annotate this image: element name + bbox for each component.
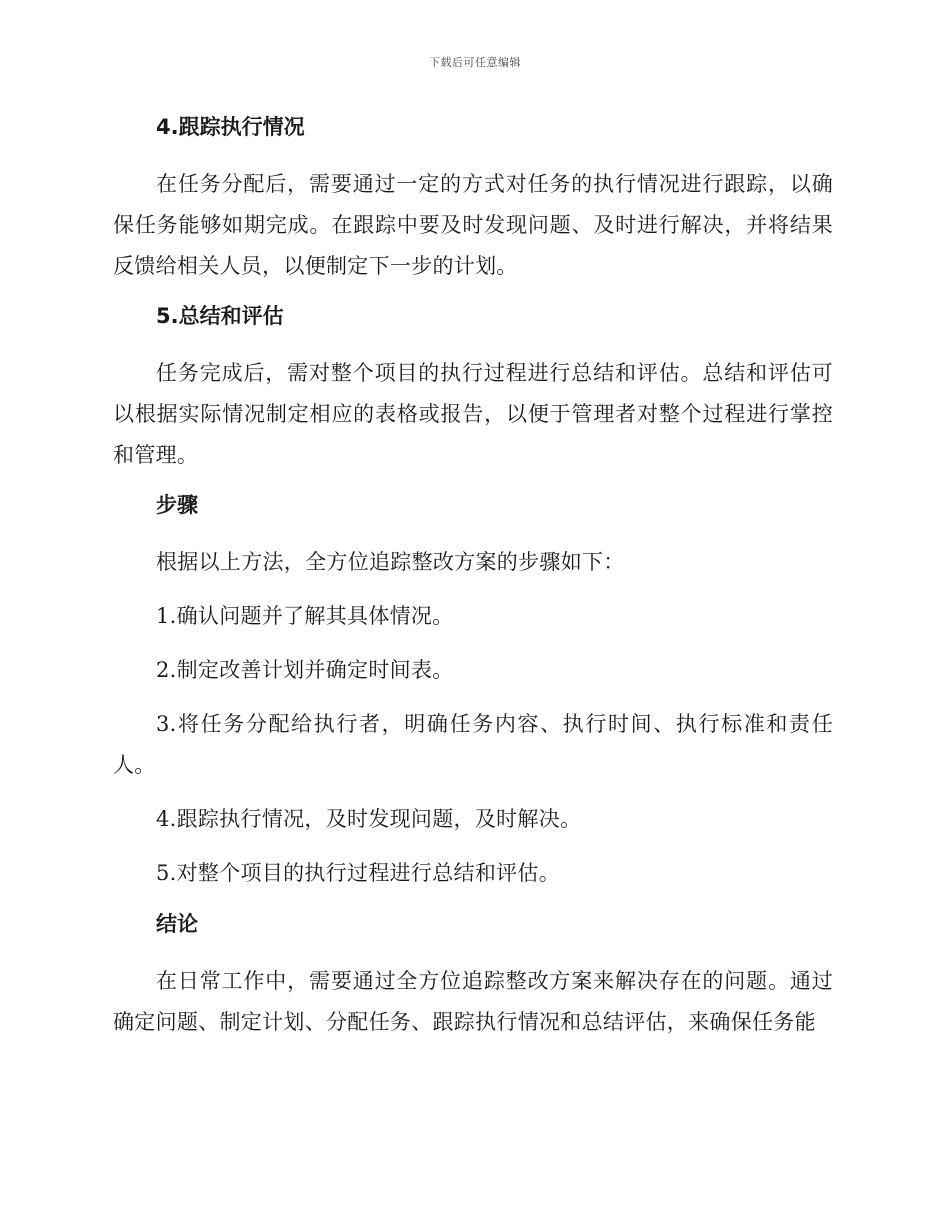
section-heading-steps: 步骤 [156, 493, 198, 517]
step-item-3: 3.将任务分配给执行者，明确任务内容、执行时间、执行标准和责任人。 [113, 712, 833, 777]
section-heading-tracking: 4.跟踪执行情况 [156, 115, 305, 139]
step-item-5: 5.对整个项目的执行过程进行总结和评估。 [156, 861, 561, 885]
step-item-2: 2.制定改善计划并确定时间表。 [156, 658, 454, 682]
section-heading-summary: 5.总结和评估 [156, 304, 284, 328]
paragraph-summary: 任务完成后，需对整个项目的执行过程进行总结和评估。总结和评估可以根据实际情况制定相应的表格或报告，以便于管理者对整个过程进行掌控和管理。 [113, 361, 833, 467]
section-heading-conclusion: 结论 [156, 912, 198, 936]
document-body [113, 110, 833, 1055]
paragraph-tracking: 在任务分配后，需要通过一定的方式对任务的执行情况进行跟踪，以确保任务能够如期完成。在跟踪中要及时发现问题、及时进行解决，并将结果反馈给相关人员，以便制定下一步的计划。 [113, 172, 833, 278]
step-item-1: 1.确认问题并了解其具体情况。 [156, 604, 454, 628]
steps-intro: 根据以上方法，全方位追踪整改方案的步骤如下： [156, 550, 625, 574]
page-header: 下载后可任意编辑 [429, 56, 521, 69]
step-item-4: 4.跟踪执行情况，及时发现问题，及时解决。 [156, 807, 582, 831]
paragraph-conclusion: 在日常工作中，需要通过全方位追踪整改方案来解决存在的问题。通过确定问题、制定计划、分配任务、跟踪执行情况和总结评估，来确保任务能 [113, 969, 833, 1034]
